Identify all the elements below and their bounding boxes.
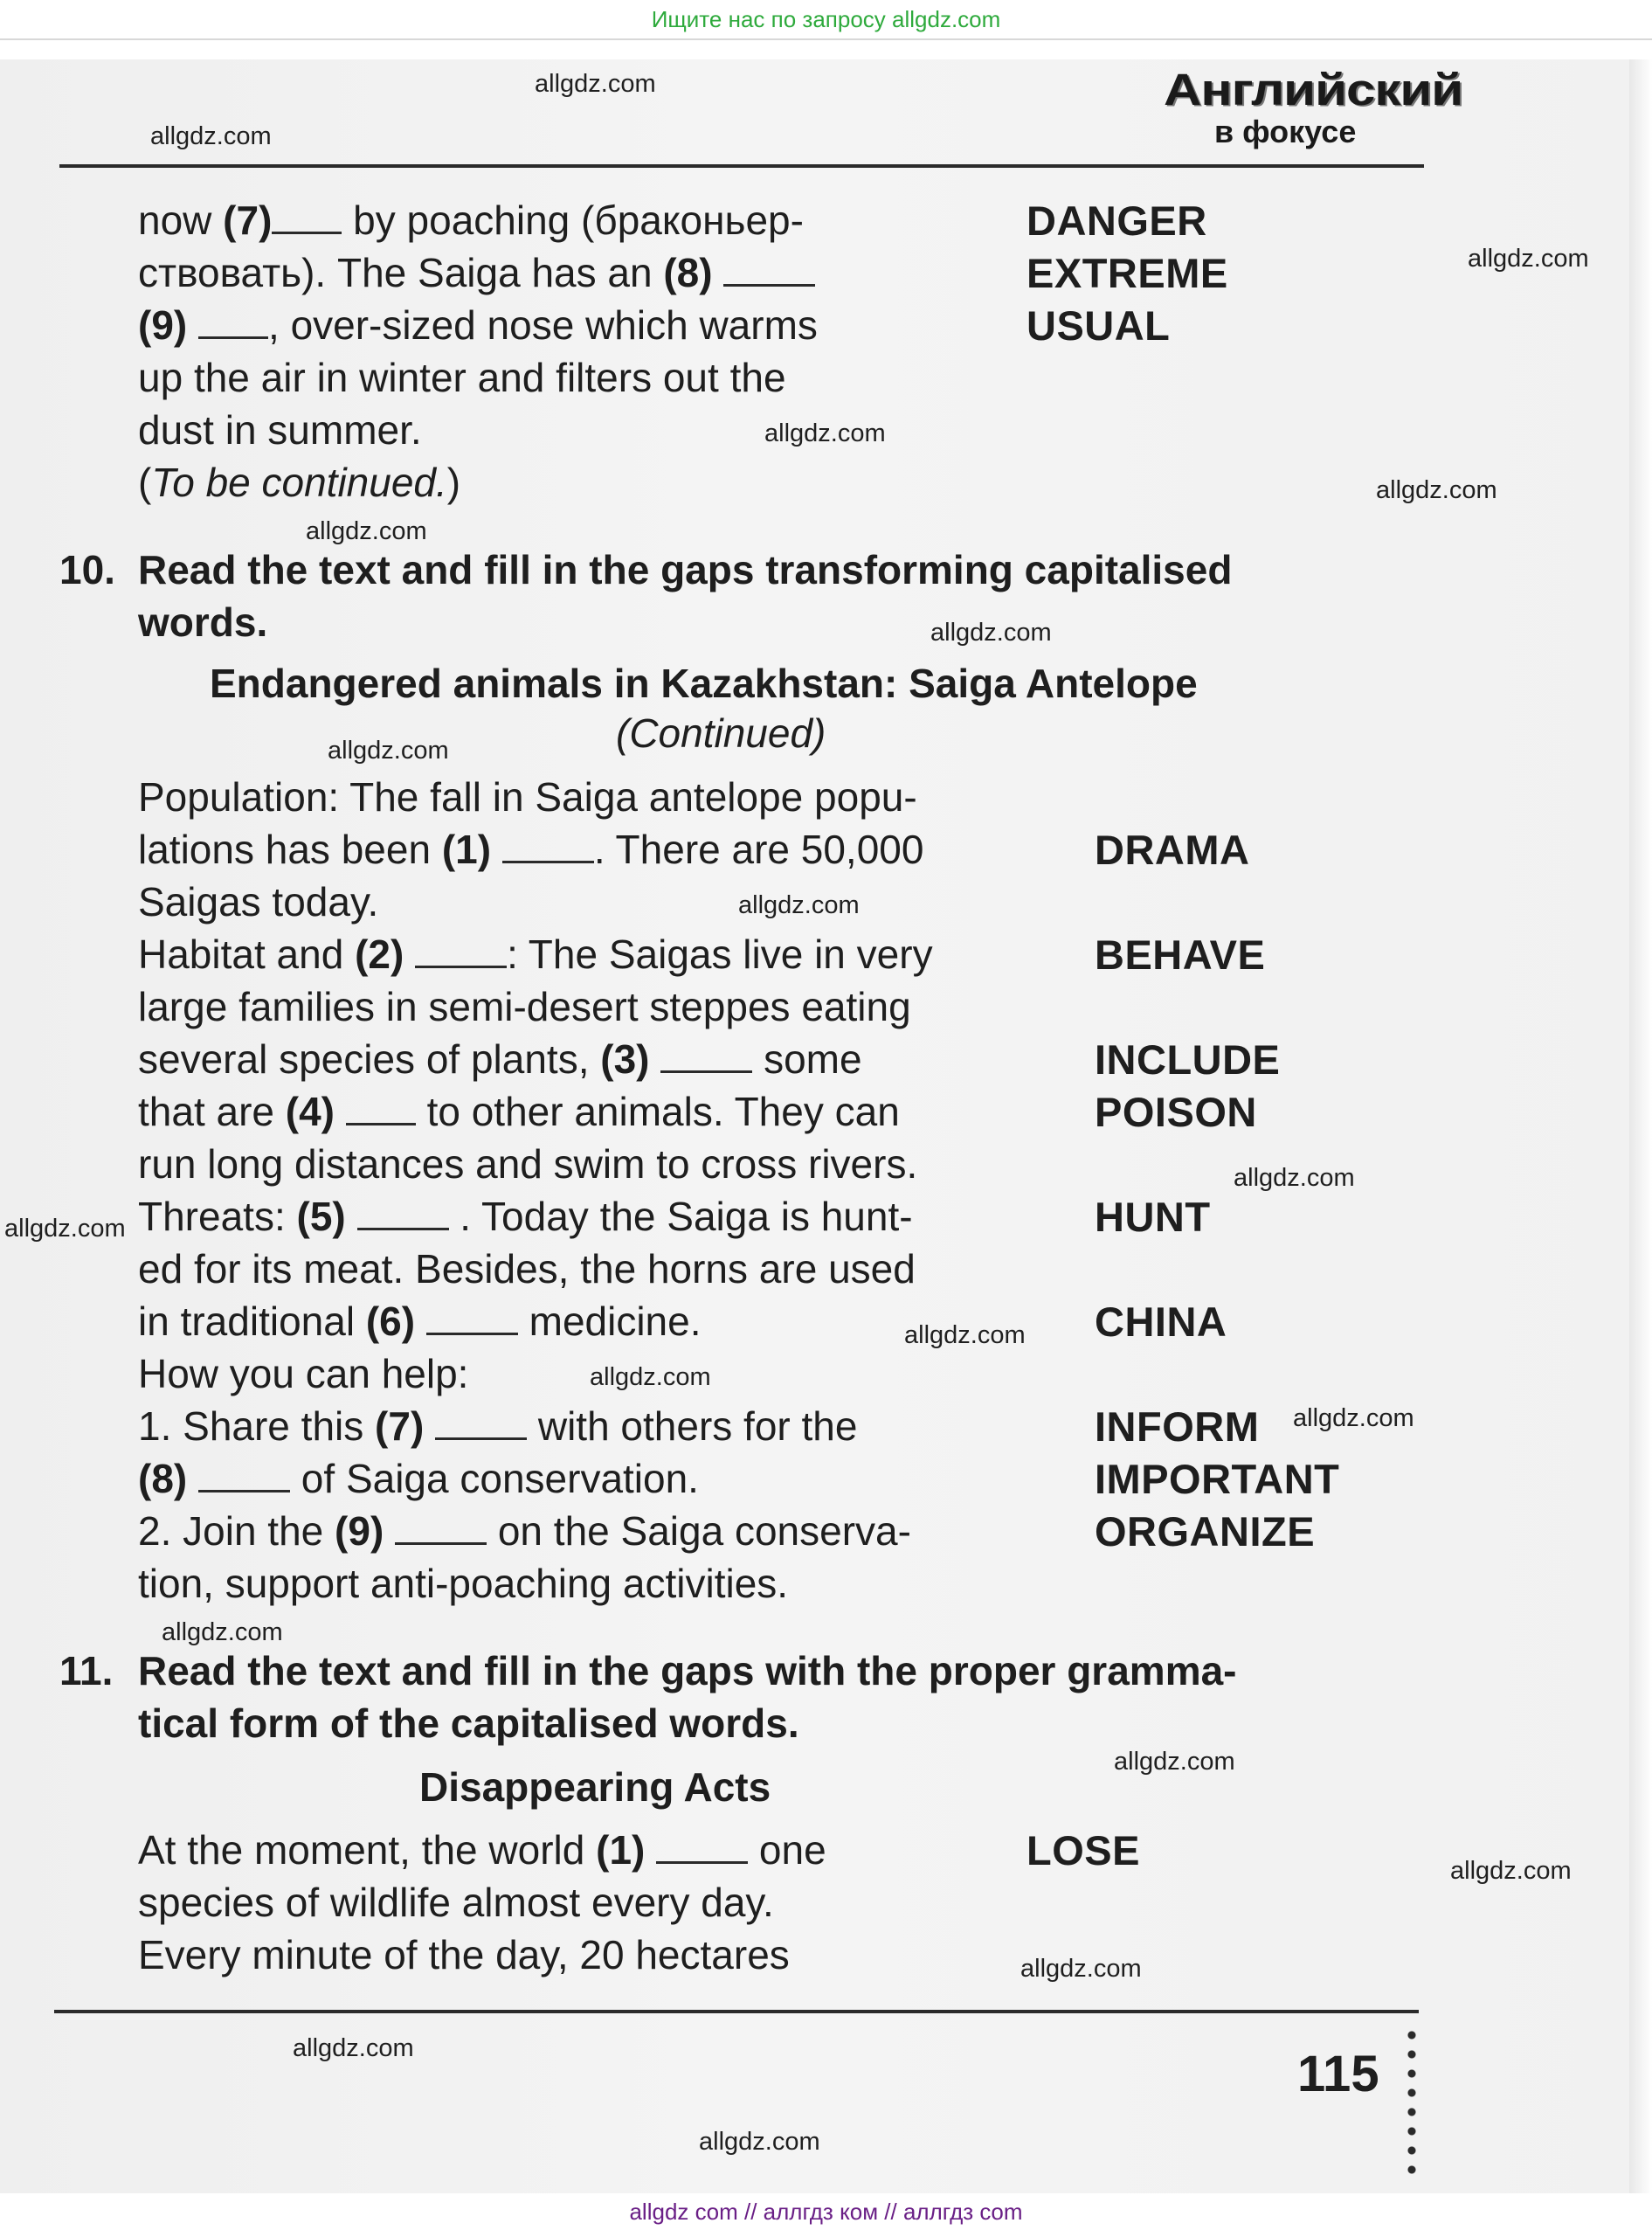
header-rule — [59, 164, 1424, 168]
watermark: allgdz.com — [1293, 1404, 1414, 1432]
task-instruction: tical form of the capitalised words. — [138, 1700, 799, 1746]
capitalised-word: BEHAVE — [1095, 931, 1266, 978]
capitalised-word: IMPORTANT — [1095, 1456, 1340, 1502]
text-line: dust in summer. — [138, 407, 422, 453]
text-line: large families in semi-desert steppes eating — [138, 984, 911, 1029]
text-line: Every minute of the day, 20 hectares — [138, 1932, 790, 1977]
text-line: How you can help: — [138, 1351, 469, 1396]
watermark: allgdz.com — [1020, 1955, 1142, 1983]
text-line: species of wildlife almost every day. — [138, 1880, 774, 1925]
task-instruction: words. — [138, 599, 268, 645]
watermark: allgdz.com — [306, 517, 427, 545]
watermark: allgdz.com — [328, 737, 449, 765]
task-instruction: Read the text and fill in the gaps with the proper gramma- — [138, 1648, 1237, 1693]
watermark: allgdz.com — [1234, 1164, 1355, 1192]
capitalised-word: ORGANIZE — [1095, 1508, 1316, 1555]
text-line: Threats: (5) . Today the Saiga is hunt- — [138, 1194, 913, 1239]
footer-rule — [54, 2010, 1419, 2013]
watermark: allgdz.com — [590, 1363, 711, 1391]
text-line: that are (4) to other animals. They can — [138, 1089, 900, 1134]
text-line: up the air in winter and filters out the — [138, 355, 786, 400]
text-line: At the moment, the world (1) one — [138, 1827, 826, 1873]
bottom-banner[interactable]: allgdz com // аллгдз ком // аллгдз com — [0, 2193, 1652, 2230]
task-number: 11. — [59, 1648, 114, 1693]
capitalised-word: USUAL — [1026, 302, 1171, 349]
text-line: ed for its meat. Besides, the horns are used — [138, 1246, 916, 1292]
text-line: several species of plants, (3) some — [138, 1036, 862, 1082]
watermark: allgdz.com — [162, 1618, 283, 1646]
text-line: (9) , over-sized nose which warms — [138, 302, 818, 348]
watermark: allgdz.com — [1114, 1748, 1235, 1776]
text-title: Disappearing Acts — [419, 1764, 771, 1810]
capitalised-word: DRAMA — [1095, 827, 1250, 873]
watermark: allgdz.com — [535, 70, 656, 98]
watermark: allgdz.com — [293, 2034, 414, 2062]
watermark: allgdz.com — [1376, 476, 1497, 504]
capitalised-word: CHINA — [1095, 1299, 1227, 1345]
text-line: (To be continued.) — [138, 460, 461, 505]
text-line: 1. Share this (7) with others for the — [138, 1403, 858, 1449]
watermark: allgdz.com — [1450, 1857, 1572, 1885]
watermark: allgdz.com — [904, 1321, 1026, 1349]
logo-subtitle: в фокусе — [1214, 114, 1357, 149]
logo-title: Английский — [1164, 65, 1463, 114]
text-line: Population: The fall in Saiga antelope popu- — [138, 774, 917, 820]
text-line: (8) of Saiga conservation. — [138, 1456, 699, 1501]
task-number: 10. — [59, 547, 115, 592]
text-line: ствовать). The Saiga has an (8) — [138, 249, 815, 296]
text-line: tion, support anti-poaching activities. — [138, 1561, 789, 1606]
watermark: allgdz.com — [764, 419, 886, 447]
page-edge — [1629, 59, 1652, 2193]
watermark: allgdz.com — [1468, 245, 1589, 273]
capitalised-word: DANGER — [1026, 197, 1207, 244]
watermark: allgdz.com — [150, 122, 272, 150]
book-logo — [1162, 59, 1463, 156]
text-line: run long distances and swim to cross rivers. — [138, 1141, 918, 1187]
text-line: lations has been (1) . There are 50,000 — [138, 827, 924, 872]
capitalised-word: INFORM — [1095, 1403, 1260, 1450]
capitalised-word: HUNT — [1095, 1194, 1211, 1240]
page-number: 115 — [1297, 2046, 1379, 2102]
capitalised-word: LOSE — [1026, 1827, 1140, 1873]
dotted-edge — [1407, 2026, 1417, 2174]
task-instruction: Read the text and fill in the gaps transforming capitalised — [138, 547, 1233, 592]
text-line: Habitat and (2) : The Saigas live in very — [138, 931, 933, 977]
watermark: allgdz.com — [699, 2128, 820, 2156]
text-line: Saigas today. — [138, 879, 379, 925]
text-subtitle: (Continued) — [616, 710, 826, 756]
watermark: allgdz.com — [4, 1215, 126, 1243]
text-title: Endangered animals in Kazakhstan: Saiga Antelope — [210, 661, 1198, 706]
text-line: 2. Join the (9) on the Saiga conserva- — [138, 1508, 911, 1554]
capitalised-word: EXTREME — [1026, 250, 1228, 296]
watermark: allgdz.com — [738, 891, 860, 919]
capitalised-word: INCLUDE — [1095, 1036, 1281, 1083]
watermark: allgdz.com — [930, 619, 1052, 647]
top-banner[interactable]: Ищите нас по запросу allgdz.com — [0, 0, 1652, 40]
text-line: in traditional (6) medicine. — [138, 1299, 702, 1344]
capitalised-word: POISON — [1095, 1089, 1257, 1135]
text-line: now (7) by poaching (браконьер- — [138, 197, 804, 243]
